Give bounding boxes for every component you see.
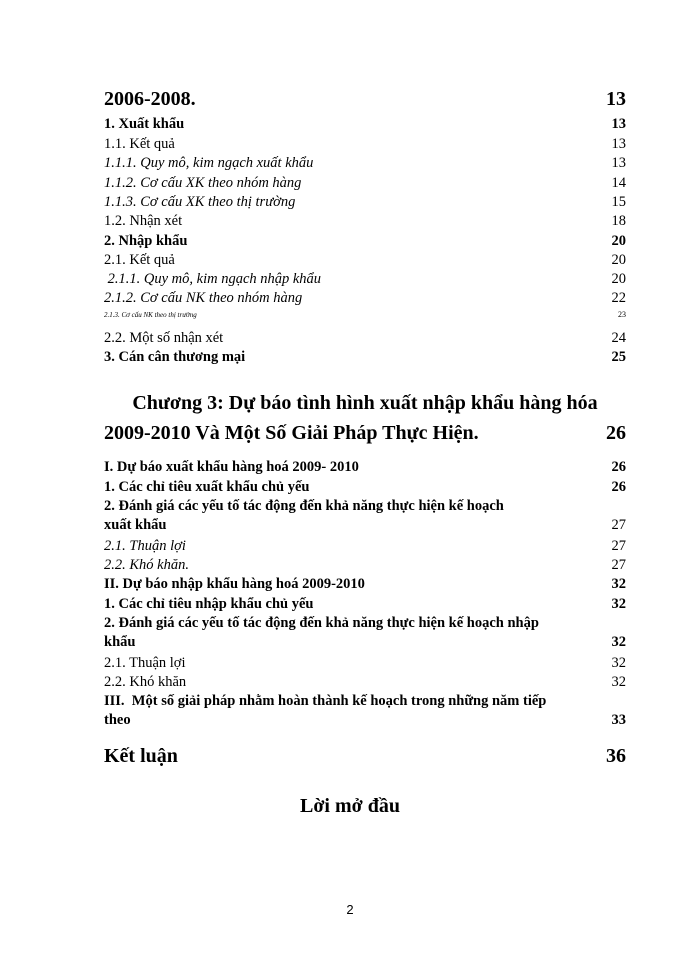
toc-entry-text: II. Dự báo nhập khẩu hàng hoá 2009-2010 — [104, 576, 365, 592]
toc-entry-text-line1: 2. Đánh giá các yếu tố tác động đến khả năng thực hiện kế hoạch — [104, 498, 504, 514]
toc-page-number: 32 — [611, 674, 626, 690]
toc-page-number: 33 — [611, 712, 626, 728]
toc-page-number: 26 — [611, 459, 626, 475]
toc-page-number: 32 — [611, 634, 626, 650]
toc-page-number: 13 — [611, 155, 626, 171]
toc-entry-2-1-2[interactable] — [104, 290, 626, 307]
toc-entry-text-line1: 2. Đánh giá các yếu tố tác động đến khả năng thực hiện kế hoạch nhập — [104, 615, 539, 631]
chapter-title-line2: 2009-2010 Và Một Số Giải Pháp Thực Hiện. — [104, 422, 479, 444]
toc-entry-text: 2. Nhập khẩu — [104, 233, 188, 249]
toc-page-number: 14 — [611, 175, 626, 191]
toc-chapter-3[interactable] — [104, 388, 626, 448]
toc-entry-text: Kết luận — [104, 745, 178, 767]
toc-entry-text: 1. Xuất khẩu — [104, 116, 185, 132]
toc-page-number: 26 — [606, 422, 626, 444]
toc-page-number: 27 — [611, 517, 626, 533]
toc-entry-row — [104, 712, 626, 729]
toc-entry-du-bao-nk[interactable] — [104, 576, 626, 593]
chapter-title-line1: Chương 3: Dự báo tình hình xuất nhập khẩu hàng hóa — [132, 392, 598, 414]
toc-entry-text: 1.1.3. Cơ cấu XK theo thị trường — [104, 194, 296, 210]
toc-entry-2-1[interactable] — [104, 252, 626, 269]
toc-entry-text: 2.1. Thuận lợi — [104, 655, 186, 671]
toc-entry-text: 2.2. Khó khăn. — [104, 557, 189, 573]
toc-entry-text: 2.1.3. Cơ cấu NK theo thị trường — [104, 311, 197, 319]
toc-entry-chi-tieu-nk[interactable] — [104, 596, 626, 613]
toc-entry-text: 2006-2008. — [104, 88, 196, 110]
toc-entry-1-1-2[interactable] — [104, 175, 626, 192]
toc-entry-row — [104, 517, 626, 534]
toc-page-number: 36 — [606, 745, 626, 767]
toc-entry-1-1-1[interactable] — [104, 155, 626, 172]
toc-page-number: 13 — [606, 88, 626, 110]
toc-page-number: 15 — [611, 194, 626, 210]
toc-entry-text-line1: III. Một số giải pháp nhằm hoàn thành kế hoạch trong những năm tiếp — [104, 693, 547, 709]
intro-heading: Lời mở đầu — [300, 795, 400, 817]
toc-page-number: 24 — [611, 330, 626, 346]
toc-entry-text: 1.1.1. Quy mô, kim ngạch xuất khẩu — [104, 155, 314, 171]
toc-entry-ket-luan[interactable] — [104, 745, 626, 768]
toc-entry-text: 3. Cán cân thương mại — [104, 349, 246, 365]
toc-entry-can-can[interactable] — [104, 349, 626, 366]
toc-entry-chi-tieu-xk[interactable] — [104, 479, 626, 496]
toc-entry-text: 2.1.1. Quy mô, kim ngạch nhập khẩu — [104, 271, 322, 287]
toc-entry-nhap-khau[interactable] — [104, 233, 626, 250]
toc-page-number: 32 — [611, 596, 626, 612]
toc-entry-2-1-1[interactable] — [104, 271, 626, 288]
toc-entry-kho-khan-nk[interactable] — [104, 674, 626, 691]
toc-entry-danh-gia-xk[interactable] — [104, 498, 626, 534]
toc-entry-text: 2.2. Khó khăn — [104, 674, 187, 690]
toc-entry-danh-gia-nk[interactable] — [104, 615, 626, 651]
page-number: 2 — [346, 902, 354, 917]
toc-entry-text: 1.2. Nhận xét — [104, 213, 183, 229]
toc-page-number: 20 — [611, 233, 626, 249]
toc-entry-1-1[interactable] — [104, 136, 626, 153]
toc-page-number: 22 — [611, 290, 626, 306]
toc-entry-thuan-loi-xk[interactable] — [104, 538, 626, 555]
toc-page-number: 25 — [611, 349, 626, 365]
toc-entry-text: 1. Các chỉ tiêu nhập khẩu chủ yếu — [104, 596, 314, 612]
toc-entry-text: xuất khẩu — [104, 517, 167, 533]
toc-entry-2006-2008[interactable] — [104, 88, 626, 111]
toc-entry-giai-phap[interactable] — [104, 693, 626, 729]
toc-entry-text: 2.1.2. Cơ cấu NK theo nhóm hàng — [104, 290, 303, 306]
toc-entry-1-2[interactable] — [104, 213, 626, 230]
toc-entry-text: 1.1. Kết quả — [104, 136, 175, 152]
toc-entry-text: 2.1. Thuận lợi — [104, 538, 186, 554]
toc-entry-1-1-3[interactable] — [104, 194, 626, 211]
toc-page-number: 32 — [611, 576, 626, 592]
toc-entry-row — [104, 634, 626, 651]
toc-page-number: 13 — [611, 136, 626, 152]
toc-entry-text: 1. Các chỉ tiêu xuất khẩu chủ yếu — [104, 479, 310, 495]
toc-page-number: 26 — [611, 479, 626, 495]
toc-entry-2-2[interactable] — [104, 330, 626, 347]
toc-page-number: 27 — [611, 557, 626, 573]
toc-page-number: 20 — [611, 271, 626, 287]
toc-page-number: 32 — [611, 655, 626, 671]
toc-entry-xuat-khau[interactable] — [104, 116, 626, 133]
toc-entry-text: 2.2. Một số nhận xét — [104, 330, 224, 346]
toc-entry-thuan-loi-nk[interactable] — [104, 655, 626, 672]
toc-page-number: 20 — [611, 252, 626, 268]
toc-entry-text: khẩu — [104, 634, 136, 650]
toc-entry-du-bao-xk[interactable] — [104, 459, 626, 476]
toc-entry-text: I. Dự báo xuất khẩu hàng hoá 2009- 2010 — [104, 459, 359, 475]
toc-page-number: 18 — [611, 213, 626, 229]
toc-entry-text: 2.1. Kết quả — [104, 252, 175, 268]
toc-page-number: 23 — [618, 310, 626, 319]
toc-page-number: 27 — [611, 538, 626, 554]
toc-page-number: 13 — [611, 116, 626, 132]
toc-entry-2-1-3[interactable] — [104, 310, 626, 319]
toc-entry-text: theo — [104, 712, 131, 728]
chapter-title-line2-row — [104, 418, 626, 448]
toc-entry-text: 1.1.2. Cơ cấu XK theo nhóm hàng — [104, 175, 302, 191]
toc-entry-kho-khan-xk[interactable] — [104, 557, 626, 574]
